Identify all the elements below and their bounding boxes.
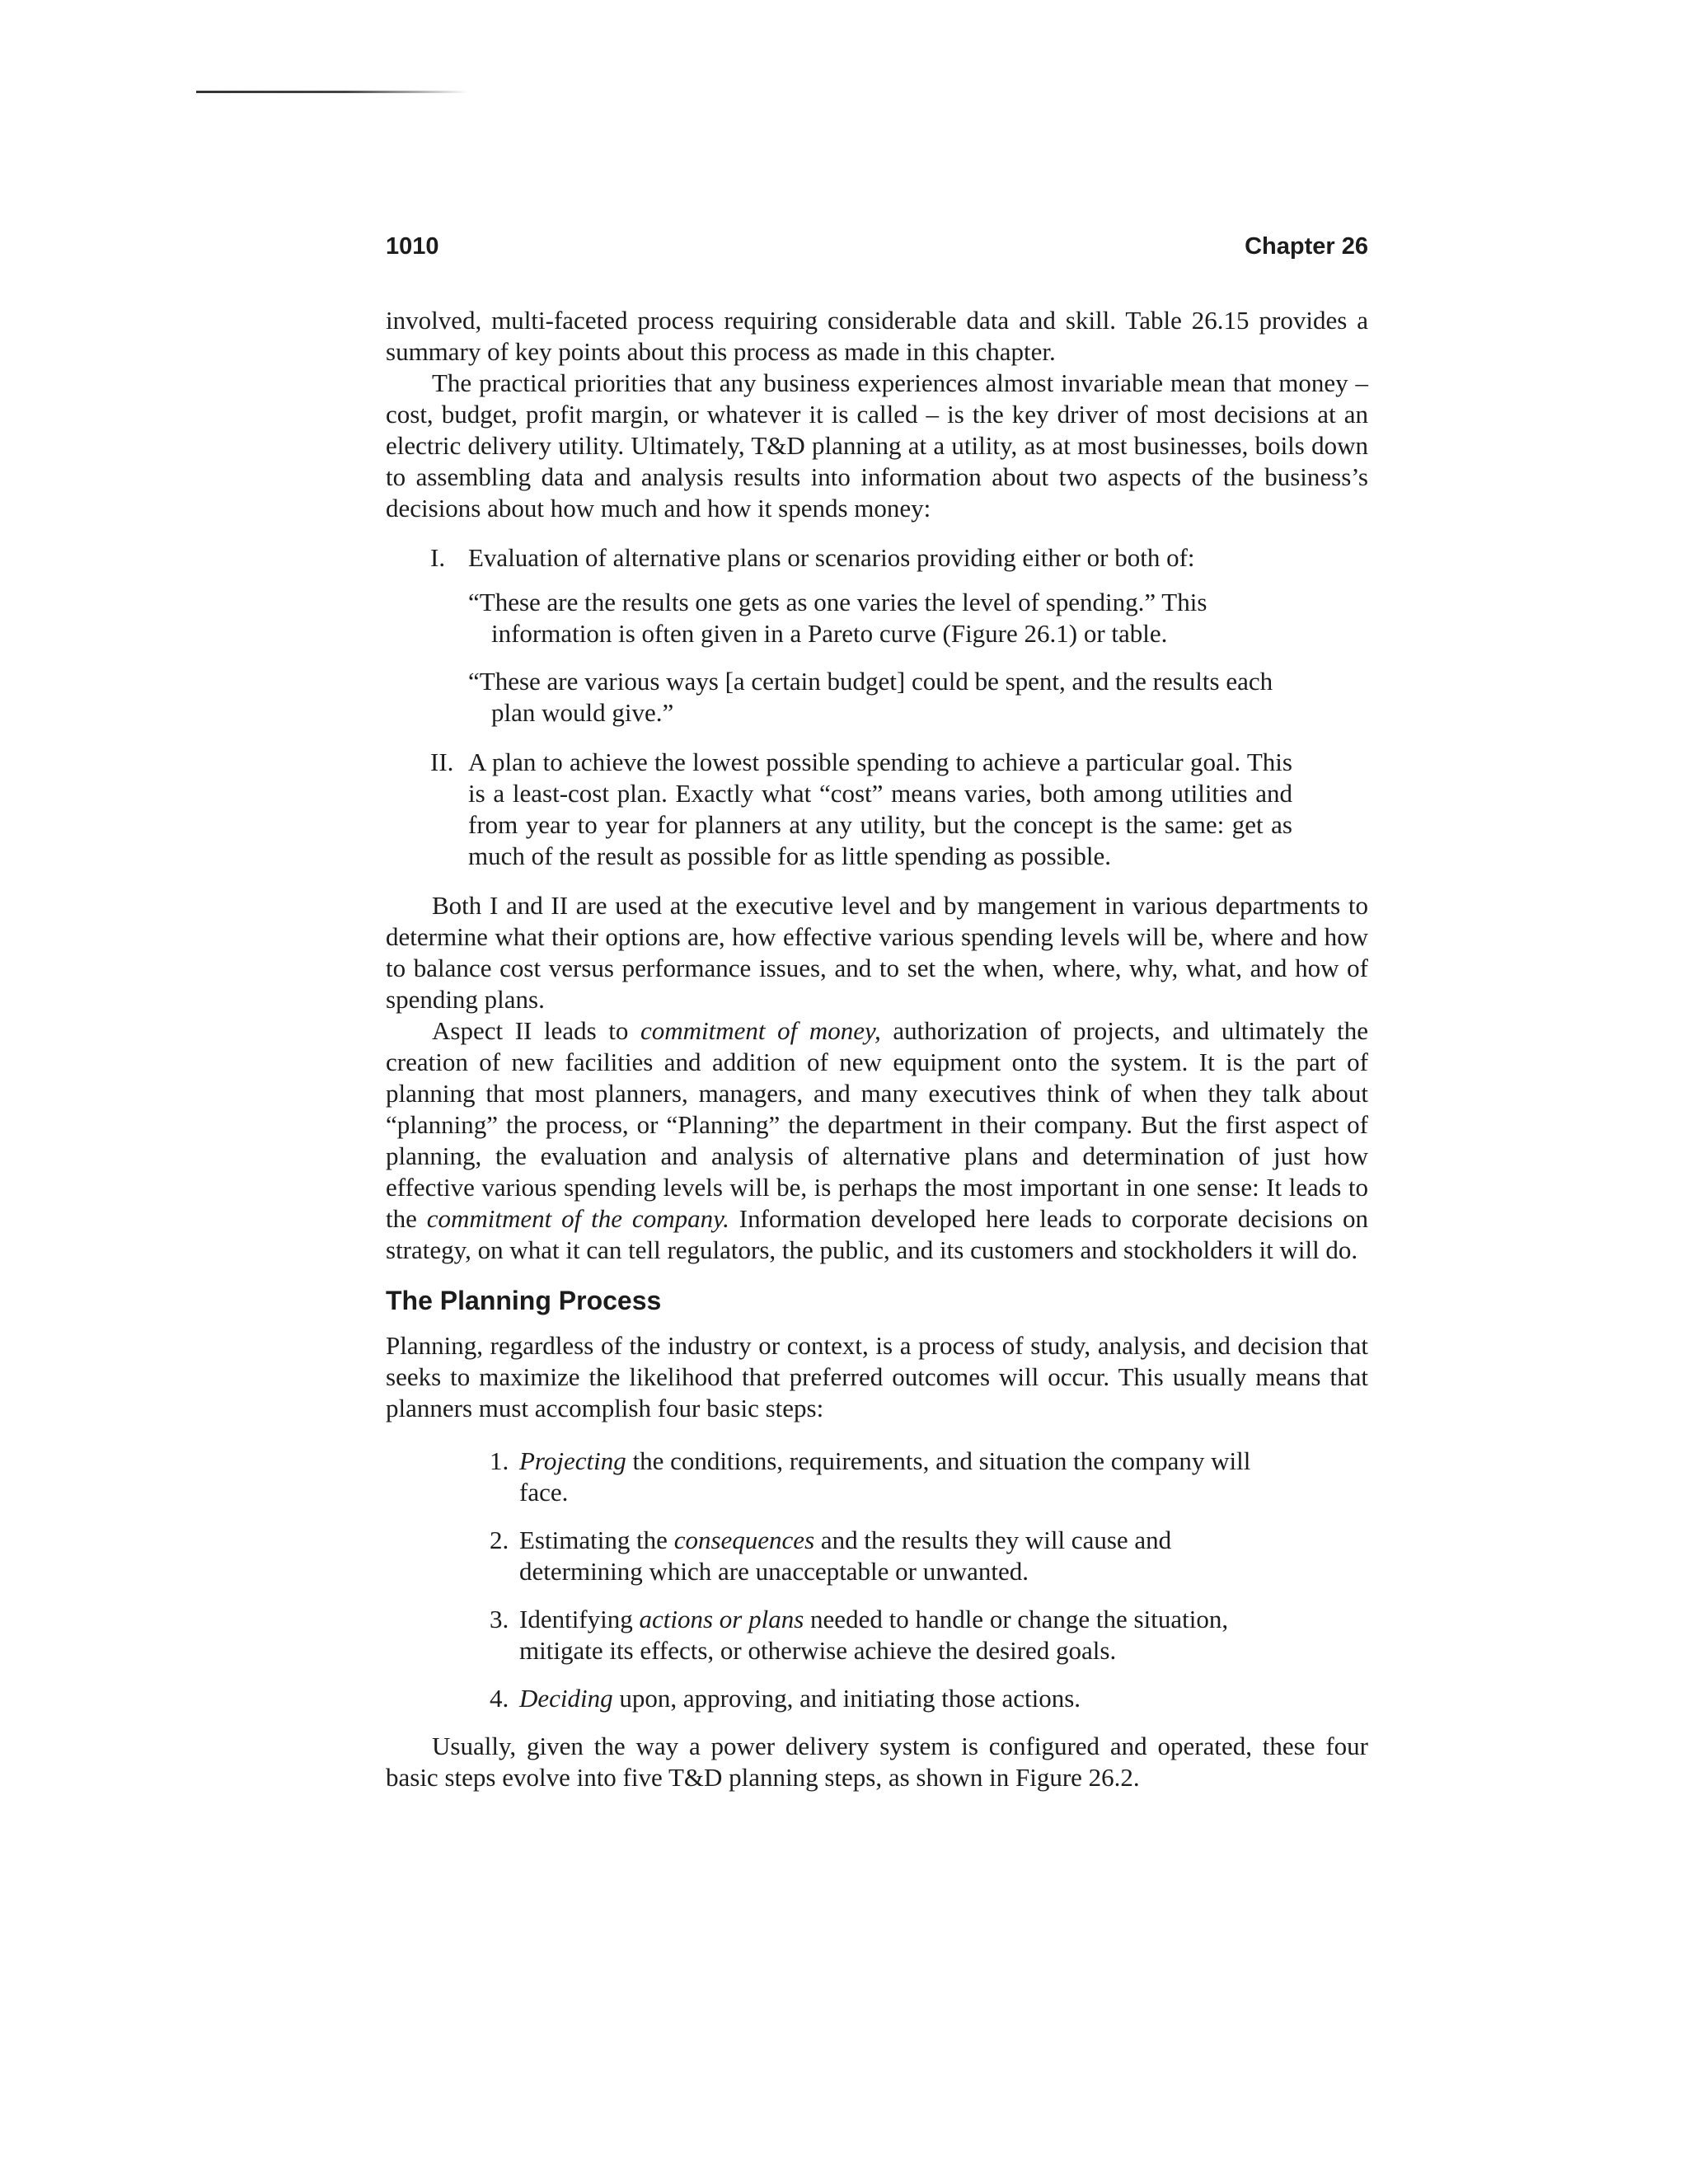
aspect-one-numeral: I. xyxy=(430,543,446,572)
book-page xyxy=(386,231,1368,1793)
aspect-one xyxy=(386,542,1368,574)
step-number: 4. xyxy=(490,1684,509,1713)
step-text xyxy=(519,1604,1281,1666)
paragraph-priorities: The practical priorities that any business experiences almost invariable mean that money – cost, budget, profit margin, or whatever it is called – is the key driver of most decisions at an electric delivery utility. Ultimately, T&D planning at a utility, as at most businesses, boils down to assembling data and analysis results into information about two aspects of the business’s decisions about how much and how it spends money: xyxy=(386,368,1368,523)
step-number: 2. xyxy=(490,1526,509,1554)
section-intro: Planning, regardless of the industry or context, is a process of study, analysis, and decision that seeks to maximize the likelihood that preferred outcomes will occur. This usually means that planners must accomplish four basic steps: xyxy=(386,1331,1368,1422)
list-item xyxy=(490,1525,1281,1587)
step-text xyxy=(519,1683,1281,1714)
aspect-two-body xyxy=(468,747,1292,872)
step-text-post: the conditions, requirements, and situation the company will face. xyxy=(519,1446,1251,1507)
paragraph-continuation: involved, multi-faceted process requiring considerable data and skill. Table 26.15 provides a summary of key points about this process as made in this chapter. xyxy=(386,306,1368,366)
para4-part-c: Information developed here leads to corporate decisions on strategy, on what it can tell regulators, the public, and its customers and stockholders it will do. xyxy=(386,1204,1368,1264)
aspect-two-numeral: II. xyxy=(430,748,454,776)
step-text-post: needed to handle or change the situation, mitigate its effects, or otherwise achieve the desired goals. xyxy=(519,1605,1229,1665)
paragraph-both-aspects: Both I and II are used at the executive level and by mangement in various departments to determine what their options are, how effective various spending levels will be, where and how to balance cost versus performance issues, and to set the when, where, why, what, and how of spending plans. xyxy=(386,891,1368,1014)
running-head xyxy=(386,231,1368,262)
step-number: 1. xyxy=(490,1446,509,1475)
para4-emphasis-money: commitment of money, xyxy=(640,1016,881,1045)
paragraph-commitment xyxy=(386,1015,1368,1266)
step-text-post: upon, approving, and initiating those actions. xyxy=(612,1684,1081,1713)
step-number: 3. xyxy=(490,1605,509,1633)
list-item xyxy=(490,1683,1281,1714)
aspect-one-text: Evaluation of alternative plans or scenarios providing either or both of: xyxy=(468,543,1195,572)
section-heading: The Planning Process xyxy=(386,1286,662,1315)
step-text xyxy=(519,1525,1281,1587)
para4-emphasis-company: commitment of the company. xyxy=(426,1204,729,1233)
step-text xyxy=(519,1446,1281,1508)
aspect-two-text: A plan to achieve the lowest possible spending to achieve a particular goal. This is a least-cost plan. Exactly what “cost” means varies, both among utilities and from year to year for planners at any utility, but the concept is the same: get as much of the result as possible for as little spending as possible. xyxy=(468,748,1292,870)
paragraph-closing: Usually, given the way a power delivery system is configured and operated, these four basic steps evolve into five T&D planning steps, as shown in Figure 26.2. xyxy=(386,1732,1368,1792)
list-item xyxy=(490,1604,1281,1666)
aspect-two xyxy=(386,747,1368,872)
list-item xyxy=(490,1446,1281,1508)
para4-part-b: authorization of projects, and ultimately the creation of new facilities and addition of new equipment onto the system. It is the part of planning that most planners, managers, and many executives think of when they talk about “planning” the process, or “Planning” the department in their company. But the first aspect of planning, the evaluation and analysis of alternative plans and determination of just how effective various spending levels will be, is perhaps the most important in one sense: It leads to the xyxy=(386,1016,1368,1233)
quote-pareto: “These are the results one gets as one varies the level of spending.” This information is often given in a Pareto curve (Figure 26.1) or table. xyxy=(468,588,1207,648)
chapter-label: Chapter 26 xyxy=(1245,233,1368,260)
step-emphasis: actions or plans xyxy=(639,1605,804,1633)
step-text-pre: Identifying xyxy=(519,1605,640,1633)
step-emphasis: Deciding xyxy=(519,1684,613,1713)
para4-part-a: Aspect II leads to xyxy=(432,1016,640,1045)
step-emphasis: Projecting xyxy=(519,1446,626,1475)
page-number: 1010 xyxy=(386,233,439,260)
quote-budget: “These are various ways [a certain budget] could be spent, and the results each plan would give.” xyxy=(468,667,1273,727)
planning-steps-list xyxy=(386,1446,1368,1714)
aspect-one-quotes xyxy=(468,587,1292,729)
scan-artifact-rule xyxy=(196,91,468,93)
step-text-pre: Estimating the xyxy=(519,1526,674,1554)
step-emphasis: consequences xyxy=(673,1526,815,1554)
step-text-post: and the results they will cause and determining which are unacceptable or unwanted. xyxy=(519,1526,1172,1586)
